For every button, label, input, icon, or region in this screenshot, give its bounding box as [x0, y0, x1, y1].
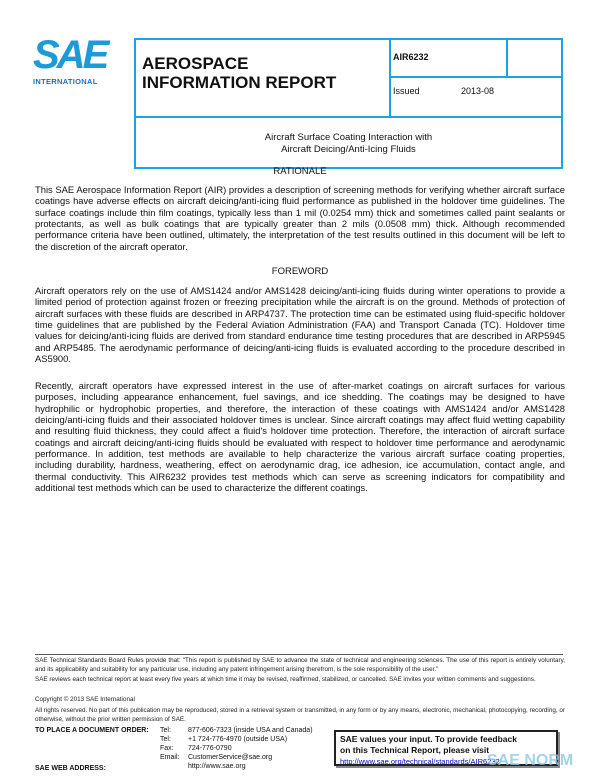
- contact-label: Email:: [160, 754, 180, 761]
- foreword-paragraph-2: Recently, aircraft operators have expressed interest in the use of after-market coatings on aircraft surfaces for various purposes, including appearance enhancement, fuel savings, and ice shedding. The coatings may be designed to have hydrophilic or hydrophobic properties, and therefore, the interaction of these coatings with AMS1424 and/or AMS1428 deicing/anti-icing fluids and their associated holdover times is unclear. Since aircraft coatings may affect fluid wetting capability and resulting fluid thickness, they could affect a fluid's holdover time protection. Therefore, the interaction of aircraft surface coatings and aircraft deicing/anti-icing fluids should be evaluated with respect to holdover time performance and aerodynamic performance. In addition, test methods are available to help characterize the various aircraft surface coating properties, including durability, hardness, weathering, effect on aerodynamic drag, ice adhesion, ice accumulation, contact angle, and thermal conductivity. This AIR6232 provides test methods which can serve as screening indicators for compatibility and additional test methods which can be used to characterize the different coatings.: [35, 380, 565, 494]
- sae-logo: [33, 33, 113, 86]
- subtitle-line: Aircraft Deicing/Anti-Icing Fluids: [281, 144, 416, 155]
- subtitle-line: Aircraft Surface Coating Interaction with: [264, 132, 433, 143]
- feedback-text: SAE values your input. To provide feedback: [340, 734, 517, 744]
- contact-label: Tel:: [160, 727, 171, 734]
- contact-value: 877-606-7323 (inside USA and Canada): [188, 727, 313, 734]
- foreword-heading: FOREWORD: [271, 266, 329, 277]
- order-label: TO PLACE A DOCUMENT ORDER:: [35, 727, 149, 734]
- feedback-link[interactable]: http://www.sae.org/technical/standards/AIR6232: [340, 757, 500, 766]
- copyright: Copyright © 2013 SAE International: [35, 696, 135, 703]
- review-note: SAE reviews each technical report at least every five years at which time it may be revised, reaffirmed, stabilized, or cancelled. SAE invites your written comments and suggestions.: [35, 676, 536, 683]
- contact-label: Fax:: [160, 745, 174, 752]
- logo-subtitle: INTERNATIONAL: [33, 77, 98, 86]
- issued-date: 2013-08: [461, 86, 495, 96]
- report-type-title: [142, 54, 336, 92]
- document-subtitle: [134, 132, 563, 156]
- divider: [506, 40, 508, 77]
- title-line: INFORMATION REPORT: [142, 73, 337, 92]
- contact-value: +1 724-776-4970 (outside USA): [188, 736, 288, 743]
- contact-label: Tel:: [160, 736, 171, 743]
- title-line: AEROSPACE: [142, 54, 249, 73]
- divider: [389, 76, 563, 78]
- foreword-paragraph-1: Aircraft operators rely on the use of AMS1424 and/or AMS1428 deicing/anti-icing fluids during winter operations to provide a limited period of protection against frozen or freezing precipitation while the aircraft is on the ground. Methods of protection of aircraft surfaces with these fluids are described in ARP4737. The protection time can be estimated using fluid-specific holdover time guidelines that are published by the Federal Aviation Administration (FAA) and Transport Canada (TC). Holdover time values for deicing/anti-icing fluids are derived from standard endurance time testing procedures that are described in ARP5945 and ARP5485. The aerodynamic performance of deicing/anti-icing fluids is evaluated according to the procedure described in AS5900.: [35, 285, 565, 365]
- divider: [136, 116, 563, 118]
- logo-mark: SAE: [33, 33, 107, 77]
- web-label: SAE WEB ADDRESS:: [35, 765, 106, 772]
- divider: [389, 40, 391, 117]
- issued-label: Issued: [393, 86, 420, 96]
- rules-note: SAE Technical Standards Board Rules provide that: "This report is published by SAE to advance the state of technical and engineering sciences. The use of this report is entirely voluntary, and its applicability and suitability for any particular use, including any patent infringement arising therefrom, is the sole responsibility of the user.": [35, 657, 565, 673]
- footer-rule: [35, 654, 563, 655]
- watermark: SAE NORM: [487, 752, 574, 769]
- contact-value: 724-776-0790: [188, 745, 232, 752]
- contact-value[interactable]: CustomerService@sae.org: [188, 754, 273, 761]
- contact-list: [160, 726, 313, 771]
- feedback-text: on this Technical Report, please visit: [340, 745, 490, 755]
- document-number: AIR6232: [393, 52, 429, 62]
- rationale-heading: RATIONALE: [273, 166, 327, 177]
- rights-note: All rights reserved. No part of this publication may be reproduced, stored in a retrieval system or transmitted, in any form or by any means, electronic, mechanical, photocopying, recording, or otherwise, without the prior written permission of SAE.: [35, 707, 565, 723]
- web-address-link[interactable]: http://www.sae.org: [188, 763, 246, 770]
- rationale-paragraph: This SAE Aerospace Information Report (AIR) provides a description of screening methods for verifying whether aircraft surface coatings have adverse effects on aircraft deicing/anti-icing fluid performance as published in the holdover time guidelines. The surface coatings include thin film coatings, typically less than 1 mil (0.0254 mm) thick and sometimes called paint sealants or protectants, as well as bulk coatings that are typically greater than 2 mils (0.0508 mm) thick. Although recommended performance criteria have been outlined, ultimately, the interpretation of the test results outlined in this document will be left to the discretion of the aircraft operator.: [35, 184, 565, 252]
